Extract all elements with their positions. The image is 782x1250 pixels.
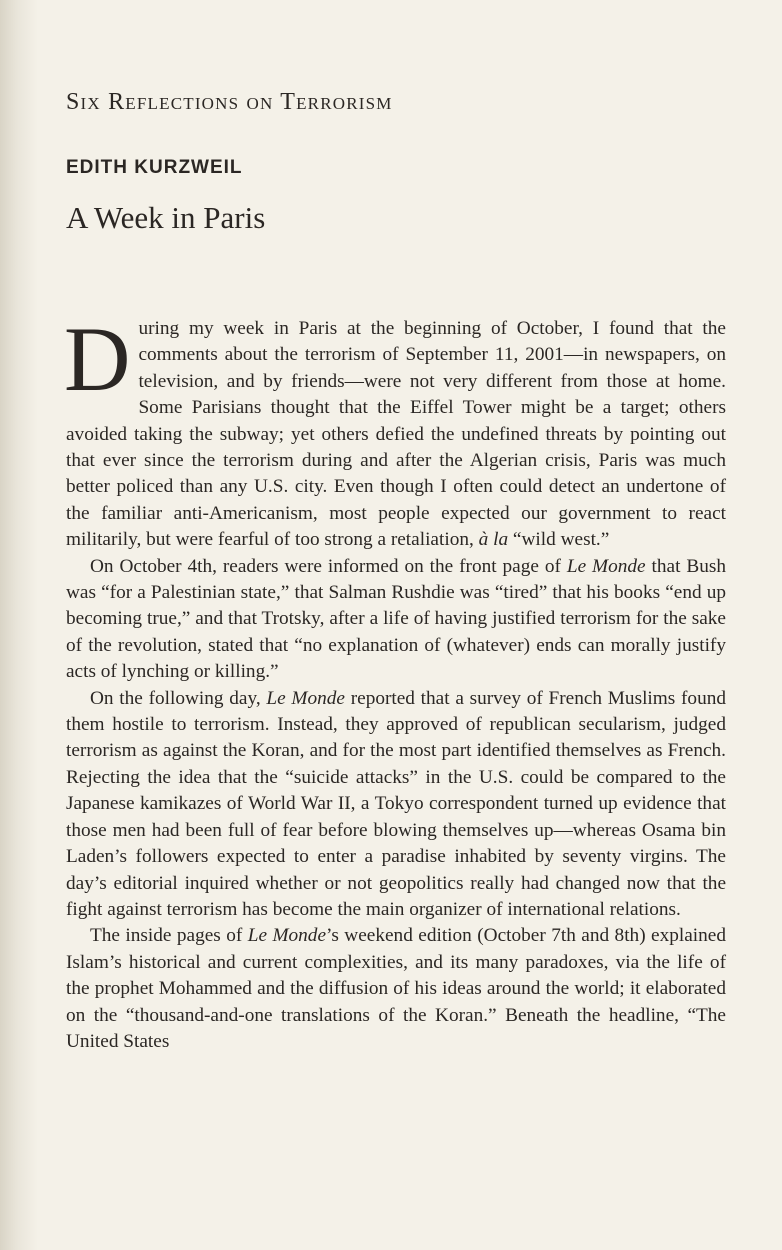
text-run: On October 4th, readers were informed on the front page of [90,555,567,577]
paragraph [66,554,726,686]
paragraph [64,307,726,554]
essay-title: A Week in Paris [66,199,266,235]
binding-gutter-shadow [0,0,38,1250]
author-name: EDITH KURZWEIL [66,156,243,178]
paragraph [66,923,726,1055]
body-text [64,307,726,1055]
italic-text: à la [478,529,509,551]
text-run: that Bush was “for a Palestinian state,” that Salman Rushdie was “tired” that his books “end up becoming true,” and that Trotsky, after a life of having justified terrorism for the sake of the revolution, stated that “no explanation of (whatever) ends can morally justify acts of lynching or killing.” [66,555,726,683]
italic-text: Le Monde [247,925,327,947]
text-run: reported that a survey of French Muslims found them hostile to terrorism. Instead, they approved of republican secularism, judged terrorism as against the Koran, and for the most part identified themselves as French. Rejecting the idea that the “suicide attacks” in the U.S. could be compared to the Japanese kamikazes of World War II, a Tokyo correspondent turned up evidence that those men had been full of fear before blowing themselves up—whereas Osama bin Laden’s followers expected to enter a paradise inhabited by seventy virgins. The day’s editorial inquired whether or not geopolitics really had changed now that the fight against terrorism has become the main organizer of international relations. [66,687,726,920]
text-run: “wild west.” [508,529,610,551]
drop-cap: D [64,307,131,410]
book-page [66,88,726,1055]
paragraph [66,686,726,924]
italic-text: Le Monde [266,687,345,709]
text-run: On the following day, [90,687,267,709]
text-run: uring my week in Paris at the beginning of October, I found that the comments about the terrorism of September 11, 2001—in newspapers, on television, and by friends—were not very different from those at home. Some Parisians thought that the Eiffel Tower might be a target; others avoided taking the subway; yet others defied the undefined threats by pointing out that ever since the terrorism during and after the Algerian crisis, Paris was much better policed than any U.S. city. Even though I often could detect an undertone of the familiar anti-Americanism, most people expected our government to react militarily, but were fearful of too strong a retaliation, [66,317,726,551]
text-run: ’s weekend edition (October 7th and 8th) explained Islam’s historical and current complexities, and its many paradoxes, via the life of the prophet Mohammed and the diffusion of his ideas around the world; it elaborated on the “thousand-and-one translations of the Koran.” Beneath the headline, “The United States [66,925,726,1052]
text-run: The inside pages of [90,925,248,947]
section-title: Six Reflections on Terrorism [66,89,393,115]
italic-text: Le Monde [566,555,646,577]
